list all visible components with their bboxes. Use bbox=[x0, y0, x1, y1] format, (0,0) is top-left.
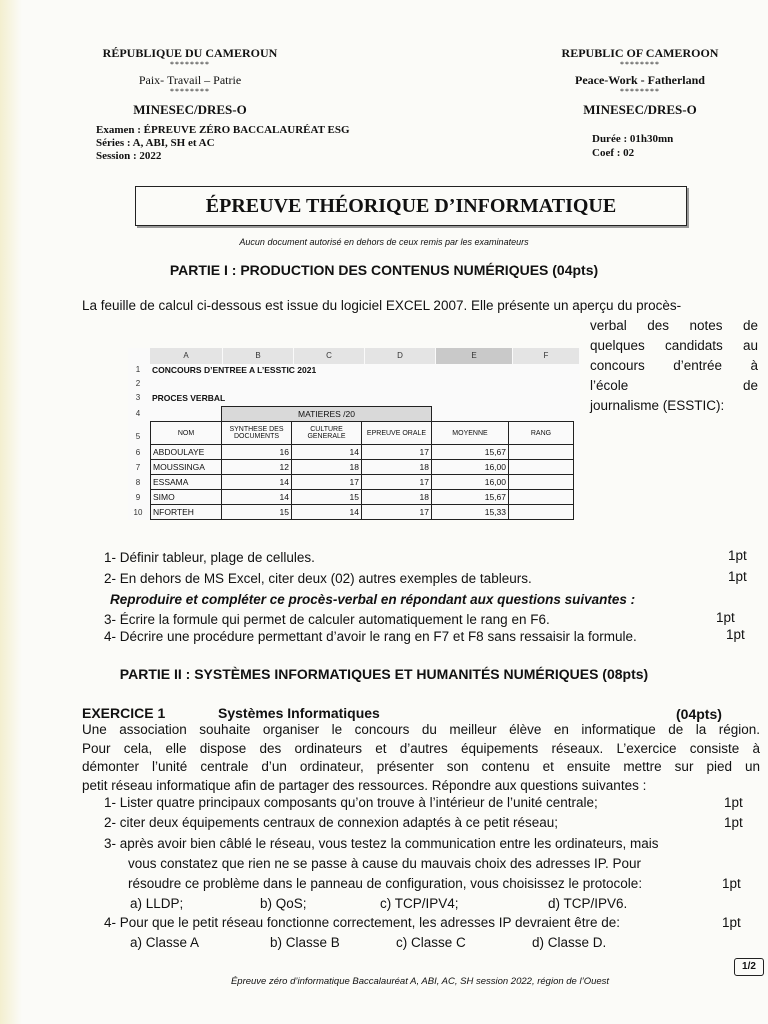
q4-option-d: d) Classe D. bbox=[532, 935, 607, 950]
paragraph-line: Pour cela, elle dispose des ordinateurs et d’autres équipements réseaux. L’exercice consiste à bbox=[82, 740, 760, 756]
intro-right-line: quelques candidats au bbox=[590, 338, 758, 353]
q3-line: vous constatez que rien ne se passe à cause du mauvais choix des adresses IP. Pour bbox=[128, 856, 642, 871]
row-number: 4 bbox=[135, 409, 141, 418]
cell-name: SIMO bbox=[151, 490, 222, 505]
cell-value: 17 bbox=[362, 505, 432, 520]
header-right bbox=[525, 46, 755, 118]
cell-rank bbox=[509, 475, 574, 490]
cell-value: 18 bbox=[362, 490, 432, 505]
group-header: MATIERES /20 bbox=[222, 407, 432, 422]
cell-rank bbox=[509, 460, 574, 475]
ex1-question-1-points: 1pt bbox=[724, 795, 743, 810]
exercise-label: EXERCICE 1 bbox=[82, 705, 166, 721]
exam-coef: Coef : 02 bbox=[592, 147, 635, 159]
cell-value: 17 bbox=[362, 475, 432, 490]
row-number: 9 bbox=[135, 493, 141, 502]
sheet-title: CONCOURS D’ENTREE A L’ESSTIC 2021 bbox=[152, 365, 317, 375]
header-cell: RANG bbox=[509, 422, 574, 445]
page-number: 1/2 bbox=[734, 958, 764, 976]
exam-note: Aucun document autorisé en dehors de ceux remis par les examinateurs bbox=[239, 237, 529, 247]
cell-value: 14 bbox=[222, 490, 292, 505]
table-row bbox=[151, 460, 574, 475]
row-number: 10 bbox=[133, 508, 143, 517]
exam-session: Session : 2022 bbox=[96, 150, 162, 162]
cell-rank bbox=[509, 505, 574, 520]
row-number: 2 bbox=[135, 379, 141, 388]
question-3: 3- Écrire la formule qui permet de calculer automatiquement le rang en F6. bbox=[104, 612, 550, 627]
q3-option-d: d) TCP/IPV6. bbox=[548, 896, 628, 911]
ex1-question-3-points: 1pt bbox=[722, 876, 741, 891]
table-group-row bbox=[151, 407, 574, 422]
exercise-points: (04pts) bbox=[676, 706, 722, 722]
header-left bbox=[70, 46, 310, 118]
col-header-f: F bbox=[513, 348, 579, 364]
col-header-b: B bbox=[223, 348, 293, 364]
question-1-points: 1pt bbox=[728, 548, 747, 563]
cell-name: NFORTEH bbox=[151, 505, 222, 520]
cell-value: 15 bbox=[222, 505, 292, 520]
part1-intro-right bbox=[590, 316, 758, 416]
q4-option-b: b) Classe B bbox=[270, 935, 340, 950]
question-3-points: 1pt bbox=[716, 610, 735, 625]
exam-meta bbox=[592, 132, 673, 160]
row-number: 5 bbox=[135, 432, 141, 441]
header-cell: CULTURE GENERALE bbox=[292, 422, 362, 445]
row-number: 3 bbox=[135, 393, 141, 402]
cell-name: MOUSSINGA bbox=[151, 460, 222, 475]
row-number: 8 bbox=[135, 478, 141, 487]
table-row bbox=[151, 475, 574, 490]
ex1-question-3 bbox=[104, 834, 659, 894]
exam-info bbox=[96, 124, 350, 163]
col-header-e: E bbox=[436, 348, 512, 364]
stars-right-2: ******** bbox=[620, 87, 660, 96]
ex1-question-4: 4- Pour que le petit réseau fonctionne correctement, les adresses IP devraient être de: bbox=[104, 915, 621, 930]
q3-line: 3- après avoir bien câblé le réseau, vous testez la communication entre les ordinateurs, mais bbox=[104, 836, 659, 851]
proces-verbal-table bbox=[150, 406, 574, 520]
header-cell: EPREUVE ORALE bbox=[362, 422, 432, 445]
cell-value: 14 bbox=[292, 445, 362, 460]
stars-left-2: ******** bbox=[170, 87, 210, 96]
col-header-d: D bbox=[365, 348, 435, 364]
col-header-c: C bbox=[294, 348, 364, 364]
cell-value: 18 bbox=[292, 460, 362, 475]
footer-text: Épreuve zéro d’informatique Baccalauréat A, ABI, AC, SH session 2022, région de l’Ouest bbox=[230, 976, 610, 987]
paragraph-line: Une association souhaite organiser le concours du meilleur élève en informatique de la région. bbox=[82, 722, 760, 737]
header-cell: SYNTHESE DES DOCUMENTS bbox=[222, 422, 292, 445]
row-number: 7 bbox=[135, 463, 141, 472]
cell-name: ABDOULAYE bbox=[151, 445, 222, 460]
part1-instruction: Reproduire et compléter ce procès-verbal en répondant aux questions suivantes : bbox=[110, 592, 636, 607]
q3-line: résoudre ce problème dans le panneau de configuration, vous choisissez le protocole: bbox=[128, 876, 643, 891]
cell-value: 15,67 bbox=[432, 445, 509, 460]
header-cell: MOYENNE bbox=[432, 422, 509, 445]
intro-right-line: verbal des notes de bbox=[590, 318, 758, 333]
table-row bbox=[151, 445, 574, 460]
cell-name: ESSAMA bbox=[151, 475, 222, 490]
question-4-points: 1pt bbox=[726, 627, 745, 642]
intro-right-line: journalisme (ESSTIC): bbox=[590, 398, 725, 413]
cell-value: 16 bbox=[222, 445, 292, 460]
cell-value: 16,00 bbox=[432, 475, 509, 490]
question-4: 4- Décrire une procédure permettant d’avoir le rang en F7 et F8 sans ressaisir la formule. bbox=[104, 629, 637, 644]
stars-right-1: ******** bbox=[620, 60, 660, 69]
exam-name: Examen : ÉPREUVE ZÉRO BACCALAURÉAT ESG bbox=[96, 124, 350, 136]
question-1: 1- Définir tableur, plage de cellules. bbox=[104, 550, 315, 565]
intro-right-line: concours d’entrée à bbox=[590, 358, 758, 373]
ex1-question-1: 1- Lister quatre principaux composants qu’on trouve à l’intérieur de l’unité centrale; bbox=[104, 795, 598, 810]
ex1-question-2: 2- citer deux équipements centraux de connexion adaptés à ce petit réseau; bbox=[104, 815, 559, 830]
table-row bbox=[151, 490, 574, 505]
cell-value: 15,67 bbox=[432, 490, 509, 505]
part2-heading: PARTIE II : SYSTÈMES INFORMATIQUES ET HUMANITÉS NUMÉRIQUES (08pts) bbox=[119, 666, 649, 682]
cell-value: 17 bbox=[362, 445, 432, 460]
row-number: 6 bbox=[135, 448, 141, 457]
table-header-row bbox=[151, 422, 574, 445]
motto-en: Peace-Work - Fatherland bbox=[575, 73, 705, 87]
row-number: 1 bbox=[135, 365, 141, 374]
paragraph-line: démonter l’unité centrale d’un ordinateur, présenter son contenu et ensuite mettre sur pied un bbox=[82, 759, 760, 774]
ex1-question-4-points: 1pt bbox=[722, 915, 741, 930]
motto-fr: Paix- Travail – Patrie bbox=[138, 73, 242, 87]
q3-option-c: c) TCP/IPV4; bbox=[380, 896, 459, 911]
paragraph-line: petit réseau informatique afin de partager des ressources. Répondre aux questions suivantes : bbox=[82, 777, 647, 793]
sheet-subtitle: PROCES VERBAL bbox=[152, 393, 226, 403]
q3-option-a: a) LLDP; bbox=[130, 896, 184, 911]
country-fr: RÉPUBLIQUE DU CAMEROUN bbox=[102, 46, 278, 60]
intro-right-line: l’école de bbox=[590, 378, 758, 393]
cell-rank bbox=[509, 490, 574, 505]
cell-value: 15 bbox=[292, 490, 362, 505]
page-title: ÉPREUVE THÉORIQUE D’INFORMATIQUE bbox=[135, 186, 687, 226]
exam-series: Séries : A, ABI, SH et AC bbox=[96, 137, 215, 149]
stars-left-1: ******** bbox=[170, 60, 210, 69]
exam-duration: Durée : 01h30mn bbox=[592, 133, 674, 145]
question-2: 2- En dehors de MS Excel, citer deux (02) autres exemples de tableurs. bbox=[104, 571, 532, 586]
q4-option-a: a) Classe A bbox=[130, 935, 200, 950]
ministry-right: MINESEC/DRES-O bbox=[583, 102, 697, 117]
cell-value: 12 bbox=[222, 460, 292, 475]
cell-rank bbox=[509, 445, 574, 460]
ministry-left: MINESEC/DRES-O bbox=[133, 102, 247, 117]
part1-heading: PARTIE I : PRODUCTION DES CONTENUS NUMÉRIQUES (04pts) bbox=[169, 262, 599, 278]
cell-value: 17 bbox=[292, 475, 362, 490]
cell-value: 15,33 bbox=[432, 505, 509, 520]
cell-value: 18 bbox=[362, 460, 432, 475]
q4-option-c: c) Classe C bbox=[396, 935, 466, 950]
q3-option-b: b) QoS; bbox=[260, 896, 307, 911]
exercise-title: Systèmes Informatiques bbox=[218, 705, 380, 721]
exercise-paragraph bbox=[82, 721, 760, 795]
part1-intro-line1: La feuille de calcul ci-dessous est issue du logiciel EXCEL 2007. Elle présente un aperçu du procès- bbox=[82, 298, 682, 313]
cell-value: 16,00 bbox=[432, 460, 509, 475]
col-header-a: A bbox=[150, 348, 222, 364]
header-cell: NOM bbox=[151, 422, 222, 445]
ex1-question-2-points: 1pt bbox=[724, 815, 743, 830]
table-row bbox=[151, 505, 574, 520]
cell-value: 14 bbox=[292, 505, 362, 520]
paper-edge bbox=[0, 0, 22, 1024]
country-en: REPUBLIC OF CAMEROON bbox=[561, 46, 719, 60]
question-2-points: 1pt bbox=[728, 569, 747, 584]
cell-value: 14 bbox=[222, 475, 292, 490]
